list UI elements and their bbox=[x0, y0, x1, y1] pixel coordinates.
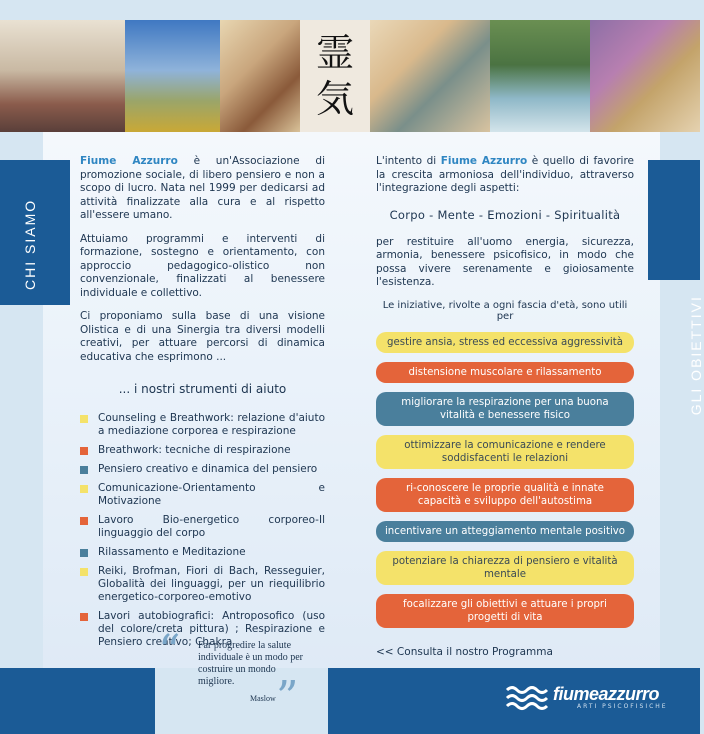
bullet-square-icon bbox=[80, 415, 88, 423]
list-item: Rilassamento e Meditazione bbox=[80, 546, 325, 559]
goal-pill: focalizzare gli obiettivi e attuare i propri progetti di vita bbox=[376, 594, 634, 628]
quote-author: Maslow bbox=[250, 694, 276, 703]
maslow-quote bbox=[158, 626, 318, 723]
list-item: Lavoro Bio-energetico corporeo-Il linguaggio del corpo bbox=[80, 514, 325, 540]
goal-pill: gestire ansia, stress ed eccessiva aggressività bbox=[376, 332, 634, 353]
tools-list bbox=[80, 412, 325, 649]
river-photo bbox=[490, 20, 590, 132]
goal-pill: ri-conoscere le proprie qualità e innate capacità e sviluppo dell'autostima bbox=[376, 478, 634, 512]
goal-pill: distensione muscolare e rilassamento bbox=[376, 362, 634, 383]
list-item: Lavori autobiografici: Antroposofico (uso del colore/creta pittura) ; Respirazione e Pensiero creativo; Chakra bbox=[80, 610, 325, 649]
side-label-chi-siamo: CHI SIAMO bbox=[22, 198, 38, 290]
goal-pill: migliorare la respirazione per una buona vitalità e benessere fisico bbox=[376, 392, 634, 426]
kanji-ki: 気 bbox=[315, 77, 354, 121]
kanji-rei: 霊 bbox=[315, 31, 354, 75]
quote-text: Far progredire la salute individuale è un modo per costruire un mondo migliore. bbox=[198, 640, 303, 687]
intent-paragraph: L'intento di Fiume Azzurro è quello di favorire la crescita armoniosa dell'individuo, attraverso l'integrazione degli aspetti: bbox=[376, 155, 634, 194]
waves-icon bbox=[505, 683, 547, 711]
about-paragraph-2: Attuiamo programmi e interventi di formazione, sostegno e orientamento, con approccio pedagogico-olistico non convenzionale, finalizzati al benessere individuale e collettivo. bbox=[80, 232, 325, 299]
logo-subtitle: ARTI PSICOFISICHE bbox=[577, 702, 668, 710]
japanese-print-woman-photo bbox=[370, 20, 490, 132]
bullet-square-icon bbox=[80, 447, 88, 455]
goal-pill: ottimizzare la comunicazione e rendere soddisfacenti le relazioni bbox=[376, 435, 634, 469]
program-link[interactable]: << Consulta il nostro Programma bbox=[376, 645, 553, 658]
initiatives-intro: Le iniziative, rivolte a ogni fascia d'età, sono utili per bbox=[382, 299, 628, 322]
bullet-square-icon bbox=[80, 485, 88, 493]
brand-name: Fiume Azzurro bbox=[80, 155, 178, 167]
obiettivi-column bbox=[376, 155, 634, 658]
list-item: Counseling e Breathwork: relazione d'aiuto a mediazione corporea e respirazione bbox=[80, 412, 325, 438]
about-paragraph-1: Fiume Azzurro è un'Associazione di promozione sociale, di libero pensiero e non a scopo di lucro. Nata nel 1999 per dedicarsi ad attività finalizzate alla cura e al rispetto all'essere umano. bbox=[80, 155, 325, 221]
photo-strip bbox=[0, 20, 700, 132]
bullet-square-icon bbox=[80, 613, 88, 621]
dance-photo bbox=[590, 20, 700, 132]
open-quote-icon: “ bbox=[158, 626, 181, 677]
tools-title: ... i nostri strumenti di aiuto bbox=[118, 382, 287, 396]
bullet-square-icon bbox=[80, 568, 88, 576]
purpose-paragraph: per restituire all'uomo energia, sicurezza, armonia, benessere psicofisico, in modo che possa vivere serenamente e gioiosamente l'esistenza. bbox=[376, 235, 634, 288]
bullet-square-icon bbox=[80, 466, 88, 474]
group-session-photo bbox=[0, 20, 125, 132]
list-item: Pensiero creativo e dinamica del pensiero bbox=[80, 463, 325, 476]
bottom-band-left bbox=[0, 668, 155, 734]
goal-pill: potenziare la chiarezza di pensiero e vitalità mentale bbox=[376, 551, 634, 585]
side-band-right bbox=[648, 160, 700, 280]
kanji-panel bbox=[300, 20, 370, 132]
about-paragraph-3: Ci proponiamo sulla base di una visione Olistica e di una Sinergia tra diversi modelli creativi, per attuare percorsi di dinamica educativa che esprimono ... bbox=[80, 310, 325, 363]
side-label-gli-obiettivi: GLI OBIETTIVI bbox=[688, 295, 704, 416]
list-item: Breathwork: tecniche di respirazione bbox=[80, 444, 325, 457]
list-item: Reiki, Brofman, Fiori di Bach, Resseguier, Globalità dei linguaggi, per un riequilibrio energetico-corporeo-emotivo bbox=[80, 565, 325, 604]
bullet-square-icon bbox=[80, 517, 88, 525]
fiumeazzurro-logo[interactable] bbox=[505, 683, 668, 711]
aspects-line: Corpo - Mente - Emozioni - Spiritualità bbox=[389, 207, 621, 222]
goals-list bbox=[376, 332, 634, 628]
japanese-print-mother-photo bbox=[220, 20, 300, 132]
goal-pill: incentivare un atteggiamento mentale positivo bbox=[376, 521, 634, 542]
landscape-rainbow-photo bbox=[125, 20, 220, 132]
chi-siamo-column bbox=[80, 155, 325, 655]
bullet-square-icon bbox=[80, 549, 88, 557]
list-item: Comunicazione-Orientamento e Motivazione bbox=[80, 482, 325, 508]
brand-name: Fiume Azzurro bbox=[440, 155, 528, 167]
close-quote-icon: ” bbox=[276, 672, 299, 723]
logo-name: fiumeazzurro bbox=[553, 683, 660, 704]
